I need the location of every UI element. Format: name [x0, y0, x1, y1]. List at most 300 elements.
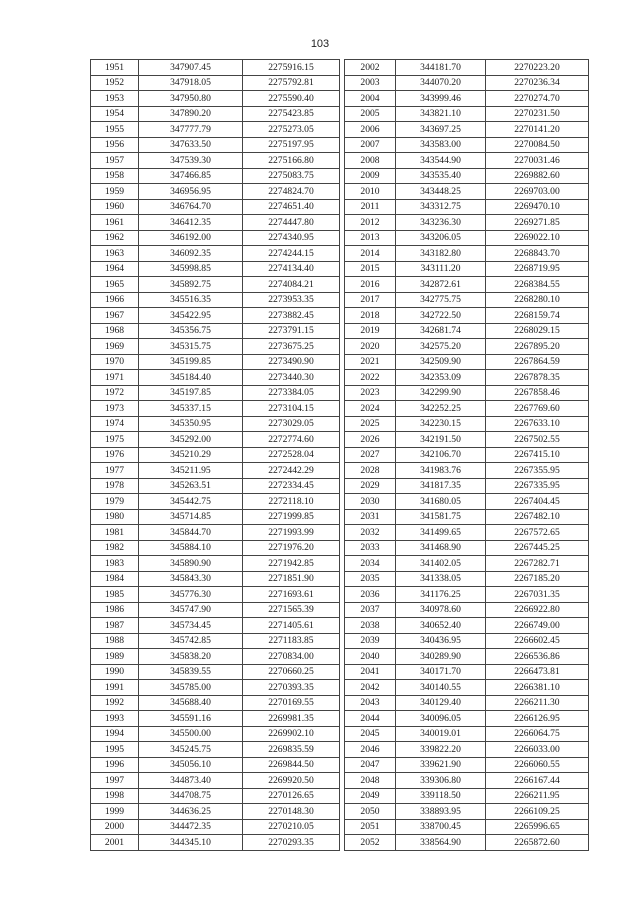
point-number-cell: 2019: [345, 323, 396, 339]
y-coordinate-cell: 2266536.86: [486, 649, 589, 665]
x-coordinate-cell: 342191.50: [396, 432, 486, 448]
point-number-cell: 2013: [345, 230, 396, 246]
y-coordinate-cell: 2271693.61: [243, 587, 340, 603]
point-number-cell: 1957: [91, 153, 139, 169]
y-coordinate-cell: 2269835.59: [243, 742, 340, 758]
point-number-cell: 2038: [345, 618, 396, 634]
y-coordinate-cell: 2266473.81: [486, 664, 589, 680]
point-number-cell: 2045: [345, 726, 396, 742]
point-number-cell: 1991: [91, 680, 139, 696]
point-number-cell: 1954: [91, 106, 139, 122]
y-coordinate-cell: 2267335.95: [486, 478, 589, 494]
x-coordinate-cell: 347777.79: [139, 122, 243, 138]
table-row: [91, 587, 340, 603]
point-number-cell: 1995: [91, 742, 139, 758]
y-coordinate-cell: 2265872.60: [486, 835, 589, 851]
y-coordinate-cell: 2266602.45: [486, 633, 589, 649]
y-coordinate-cell: 2270169.55: [243, 695, 340, 711]
x-coordinate-cell: 346764.70: [139, 199, 243, 215]
point-number-cell: 2026: [345, 432, 396, 448]
table-row: [91, 571, 340, 587]
point-number-cell: 1977: [91, 463, 139, 479]
point-number-cell: 1970: [91, 354, 139, 370]
x-coordinate-cell: 347633.50: [139, 137, 243, 153]
point-number-cell: 2052: [345, 835, 396, 851]
x-coordinate-cell: 345785.00: [139, 680, 243, 696]
x-coordinate-cell: 345776.30: [139, 587, 243, 603]
x-coordinate-cell: 344472.35: [139, 819, 243, 835]
point-number-cell: 2011: [345, 199, 396, 215]
table-row: [91, 695, 340, 711]
table-row: [91, 230, 340, 246]
y-coordinate-cell: 2268719.95: [486, 261, 589, 277]
point-number-cell: 2030: [345, 494, 396, 510]
table-row: [91, 261, 340, 277]
table-row: [91, 277, 340, 293]
x-coordinate-cell: 346956.95: [139, 184, 243, 200]
table-row: [345, 199, 589, 215]
point-number-cell: 2025: [345, 416, 396, 432]
table-row: [345, 60, 589, 76]
y-coordinate-cell: 2271565.39: [243, 602, 340, 618]
x-coordinate-cell: 345747.90: [139, 602, 243, 618]
y-coordinate-cell: 2271999.85: [243, 509, 340, 525]
x-coordinate-cell: 345843.30: [139, 571, 243, 587]
page-number: 103: [310, 38, 330, 50]
x-coordinate-cell: 342230.15: [396, 416, 486, 432]
table-row: [345, 509, 589, 525]
point-number-cell: 1981: [91, 525, 139, 541]
x-coordinate-cell: 345688.40: [139, 695, 243, 711]
y-coordinate-cell: 2271851.90: [243, 571, 340, 587]
point-number-cell: 2024: [345, 401, 396, 417]
table-row: [345, 323, 589, 339]
y-coordinate-cell: 2266922.80: [486, 602, 589, 618]
y-coordinate-cell: 2269882.60: [486, 168, 589, 184]
table-row: [91, 215, 340, 231]
x-coordinate-cell: 340140.55: [396, 680, 486, 696]
table-row: [91, 153, 340, 169]
point-number-cell: 1997: [91, 773, 139, 789]
x-coordinate-cell: 340019.01: [396, 726, 486, 742]
x-coordinate-cell: 345210.29: [139, 447, 243, 463]
table-row: [91, 122, 340, 138]
y-coordinate-cell: 2269844.50: [243, 757, 340, 773]
point-number-cell: 1967: [91, 308, 139, 324]
x-coordinate-cell: 343583.00: [396, 137, 486, 153]
point-number-cell: 2023: [345, 385, 396, 401]
point-number-cell: 1958: [91, 168, 139, 184]
y-coordinate-cell: 2266060.55: [486, 757, 589, 773]
table-row: [91, 509, 340, 525]
point-number-cell: 1968: [91, 323, 139, 339]
x-coordinate-cell: 345516.35: [139, 292, 243, 308]
point-number-cell: 2020: [345, 339, 396, 355]
y-coordinate-cell: 2268280.10: [486, 292, 589, 308]
table-row: [91, 525, 340, 541]
y-coordinate-cell: 2268029.15: [486, 323, 589, 339]
table-row: [345, 416, 589, 432]
point-number-cell: 2044: [345, 711, 396, 727]
y-coordinate-cell: 2269902.10: [243, 726, 340, 742]
x-coordinate-cell: 345315.75: [139, 339, 243, 355]
y-coordinate-cell: 2267482.10: [486, 509, 589, 525]
x-coordinate-cell: 344070.20: [396, 75, 486, 91]
table-row: [345, 757, 589, 773]
point-number-cell: 2041: [345, 664, 396, 680]
x-coordinate-cell: 345892.75: [139, 277, 243, 293]
y-coordinate-cell: 2269703.00: [486, 184, 589, 200]
y-coordinate-cell: 2267572.65: [486, 525, 589, 541]
y-coordinate-cell: 2267864.59: [486, 354, 589, 370]
point-number-cell: 1974: [91, 416, 139, 432]
y-coordinate-cell: 2267404.45: [486, 494, 589, 510]
x-coordinate-cell: 346412.35: [139, 215, 243, 231]
x-coordinate-cell: 340129.40: [396, 695, 486, 711]
y-coordinate-cell: 2271976.20: [243, 540, 340, 556]
table-row: [91, 478, 340, 494]
point-number-cell: 2000: [91, 819, 139, 835]
y-coordinate-cell: 2270393.35: [243, 680, 340, 696]
point-number-cell: 1961: [91, 215, 139, 231]
y-coordinate-cell: 2267031.35: [486, 587, 589, 603]
table-row: [91, 323, 340, 339]
table-row: [91, 106, 340, 122]
table-row: [345, 168, 589, 184]
point-number-cell: 1953: [91, 91, 139, 107]
x-coordinate-cell: 338564.90: [396, 835, 486, 851]
table-row: [345, 680, 589, 696]
x-coordinate-cell: 338700.45: [396, 819, 486, 835]
point-number-cell: 2049: [345, 788, 396, 804]
table-row: [91, 649, 340, 665]
x-coordinate-cell: 343448.25: [396, 184, 486, 200]
y-coordinate-cell: 2269470.10: [486, 199, 589, 215]
y-coordinate-cell: 2267502.55: [486, 432, 589, 448]
x-coordinate-cell: 342509.90: [396, 354, 486, 370]
table-row: [91, 385, 340, 401]
x-coordinate-cell: 345890.90: [139, 556, 243, 572]
x-coordinate-cell: 344345.10: [139, 835, 243, 851]
point-number-cell: 2017: [345, 292, 396, 308]
y-coordinate-cell: 2275273.05: [243, 122, 340, 138]
table-row: [91, 60, 340, 76]
table-row: [345, 370, 589, 386]
table-row: [91, 416, 340, 432]
table-row: [345, 137, 589, 153]
y-coordinate-cell: 2266381.10: [486, 680, 589, 696]
y-coordinate-cell: 2272528.04: [243, 447, 340, 463]
point-number-cell: 1962: [91, 230, 139, 246]
point-number-cell: 2003: [345, 75, 396, 91]
x-coordinate-cell: 343535.40: [396, 168, 486, 184]
table-row: [91, 308, 340, 324]
y-coordinate-cell: 2272334.45: [243, 478, 340, 494]
x-coordinate-cell: 345742.85: [139, 633, 243, 649]
point-number-cell: 1978: [91, 478, 139, 494]
y-coordinate-cell: 2267878.35: [486, 370, 589, 386]
x-coordinate-cell: 345442.75: [139, 494, 243, 510]
y-coordinate-cell: 2270834.00: [243, 649, 340, 665]
x-coordinate-cell: 344636.25: [139, 804, 243, 820]
x-coordinate-cell: 345500.00: [139, 726, 243, 742]
point-number-cell: 1999: [91, 804, 139, 820]
x-coordinate-cell: 345422.95: [139, 308, 243, 324]
y-coordinate-cell: 2268843.70: [486, 246, 589, 262]
coordinate-table-left: [90, 59, 340, 851]
point-number-cell: 1969: [91, 339, 139, 355]
x-coordinate-cell: 340096.05: [396, 711, 486, 727]
point-number-cell: 1972: [91, 385, 139, 401]
x-coordinate-cell: 343999.46: [396, 91, 486, 107]
point-number-cell: 2010: [345, 184, 396, 200]
point-number-cell: 2028: [345, 463, 396, 479]
point-number-cell: 1951: [91, 60, 139, 76]
table-row: [91, 447, 340, 463]
table-row: [345, 339, 589, 355]
point-number-cell: 2005: [345, 106, 396, 122]
table-row: [345, 773, 589, 789]
y-coordinate-cell: 2270126.65: [243, 788, 340, 804]
table-row: [345, 401, 589, 417]
point-number-cell: 2014: [345, 246, 396, 262]
point-number-cell: 2007: [345, 137, 396, 153]
x-coordinate-cell: 345839.55: [139, 664, 243, 680]
point-number-cell: 2050: [345, 804, 396, 820]
table-row: [345, 153, 589, 169]
y-coordinate-cell: 2270293.35: [243, 835, 340, 851]
point-number-cell: 1986: [91, 602, 139, 618]
table-row: [345, 556, 589, 572]
point-number-cell: 1980: [91, 509, 139, 525]
table-row: [91, 788, 340, 804]
x-coordinate-cell: 345714.85: [139, 509, 243, 525]
y-coordinate-cell: 2267355.95: [486, 463, 589, 479]
y-coordinate-cell: 2267185.20: [486, 571, 589, 587]
x-coordinate-cell: 345056.10: [139, 757, 243, 773]
y-coordinate-cell: 2268159.74: [486, 308, 589, 324]
table-row: [345, 664, 589, 680]
point-number-cell: 1971: [91, 370, 139, 386]
table-row: [91, 835, 340, 851]
point-number-cell: 1952: [91, 75, 139, 91]
x-coordinate-cell: 345245.75: [139, 742, 243, 758]
y-coordinate-cell: 2274447.80: [243, 215, 340, 231]
y-coordinate-cell: 2275916.15: [243, 60, 340, 76]
table-row: [345, 540, 589, 556]
x-coordinate-cell: 339822.20: [396, 742, 486, 758]
x-coordinate-cell: 343236.30: [396, 215, 486, 231]
y-coordinate-cell: 2267895.20: [486, 339, 589, 355]
y-coordinate-cell: 2274084.21: [243, 277, 340, 293]
table-row: [91, 370, 340, 386]
table-row: [345, 819, 589, 835]
point-number-cell: 2012: [345, 215, 396, 231]
table-row: [91, 246, 340, 262]
x-coordinate-cell: 343206.05: [396, 230, 486, 246]
point-number-cell: 1960: [91, 199, 139, 215]
point-number-cell: 2016: [345, 277, 396, 293]
y-coordinate-cell: 2268384.55: [486, 277, 589, 293]
y-coordinate-cell: 2274824.70: [243, 184, 340, 200]
point-number-cell: 2036: [345, 587, 396, 603]
table-row: [345, 633, 589, 649]
table-row: [91, 184, 340, 200]
point-number-cell: 1982: [91, 540, 139, 556]
y-coordinate-cell: 2275792.81: [243, 75, 340, 91]
y-coordinate-cell: 2269022.10: [486, 230, 589, 246]
table-row: [91, 633, 340, 649]
x-coordinate-cell: 342775.75: [396, 292, 486, 308]
table-row: [345, 742, 589, 758]
point-number-cell: 1955: [91, 122, 139, 138]
y-coordinate-cell: 2274134.40: [243, 261, 340, 277]
point-number-cell: 1987: [91, 618, 139, 634]
point-number-cell: 1989: [91, 649, 139, 665]
x-coordinate-cell: 339118.50: [396, 788, 486, 804]
y-coordinate-cell: 2267445.25: [486, 540, 589, 556]
point-number-cell: 2018: [345, 308, 396, 324]
table-row: [91, 819, 340, 835]
y-coordinate-cell: 2266167.44: [486, 773, 589, 789]
table-row: [345, 91, 589, 107]
x-coordinate-cell: 347466.85: [139, 168, 243, 184]
x-coordinate-cell: 341817.35: [396, 478, 486, 494]
point-number-cell: 2022: [345, 370, 396, 386]
point-number-cell: 2029: [345, 478, 396, 494]
point-number-cell: 2027: [345, 447, 396, 463]
point-number-cell: 1985: [91, 587, 139, 603]
x-coordinate-cell: 347907.45: [139, 60, 243, 76]
table-row: [345, 261, 589, 277]
x-coordinate-cell: 344181.70: [396, 60, 486, 76]
x-coordinate-cell: 341680.05: [396, 494, 486, 510]
table-row: [345, 385, 589, 401]
y-coordinate-cell: 2275423.85: [243, 106, 340, 122]
point-number-cell: 2034: [345, 556, 396, 572]
y-coordinate-cell: 2270236.34: [486, 75, 589, 91]
y-coordinate-cell: 2273440.30: [243, 370, 340, 386]
table-row: [91, 556, 340, 572]
point-number-cell: 1956: [91, 137, 139, 153]
point-number-cell: 2008: [345, 153, 396, 169]
y-coordinate-cell: 2274651.40: [243, 199, 340, 215]
point-number-cell: 2031: [345, 509, 396, 525]
x-coordinate-cell: 344708.75: [139, 788, 243, 804]
table-row: [345, 354, 589, 370]
x-coordinate-cell: 345356.75: [139, 323, 243, 339]
y-coordinate-cell: 2275083.75: [243, 168, 340, 184]
x-coordinate-cell: 339306.80: [396, 773, 486, 789]
table-row: [345, 75, 589, 91]
point-number-cell: 2032: [345, 525, 396, 541]
x-coordinate-cell: 342575.20: [396, 339, 486, 355]
point-number-cell: 1998: [91, 788, 139, 804]
table-row: [345, 478, 589, 494]
table-row: [91, 137, 340, 153]
point-number-cell: 1979: [91, 494, 139, 510]
table-row: [345, 835, 589, 851]
y-coordinate-cell: 2272442.29: [243, 463, 340, 479]
y-coordinate-cell: 2267769.60: [486, 401, 589, 417]
x-coordinate-cell: 342353.09: [396, 370, 486, 386]
x-coordinate-cell: 340978.60: [396, 602, 486, 618]
table-row: [91, 339, 340, 355]
y-coordinate-cell: 2270274.70: [486, 91, 589, 107]
point-number-cell: 1984: [91, 571, 139, 587]
table-row: [345, 277, 589, 293]
y-coordinate-cell: 2273384.05: [243, 385, 340, 401]
x-coordinate-cell: 347890.20: [139, 106, 243, 122]
y-coordinate-cell: 2275166.80: [243, 153, 340, 169]
y-coordinate-cell: 2266749.00: [486, 618, 589, 634]
x-coordinate-cell: 343312.75: [396, 199, 486, 215]
x-coordinate-cell: 345844.70: [139, 525, 243, 541]
point-number-cell: 2001: [91, 835, 139, 851]
table-row: [91, 540, 340, 556]
table-row: [345, 494, 589, 510]
table-row: [91, 401, 340, 417]
table-row: [345, 788, 589, 804]
y-coordinate-cell: 2266109.25: [486, 804, 589, 820]
y-coordinate-cell: 2273675.25: [243, 339, 340, 355]
table-row: [91, 75, 340, 91]
y-coordinate-cell: 2266211.95: [486, 788, 589, 804]
y-coordinate-cell: 2270231.50: [486, 106, 589, 122]
table-row: [345, 618, 589, 634]
x-coordinate-cell: 343821.10: [396, 106, 486, 122]
x-coordinate-cell: 338893.95: [396, 804, 486, 820]
table-row: [91, 757, 340, 773]
point-number-cell: 2035: [345, 571, 396, 587]
y-coordinate-cell: 2271993.99: [243, 525, 340, 541]
x-coordinate-cell: 342722.50: [396, 308, 486, 324]
x-coordinate-cell: 347539.30: [139, 153, 243, 169]
table-row: [91, 602, 340, 618]
y-coordinate-cell: 2271405.61: [243, 618, 340, 634]
y-coordinate-cell: 2269271.85: [486, 215, 589, 231]
point-number-cell: 2046: [345, 742, 396, 758]
table-row: [345, 571, 589, 587]
table-row: [345, 602, 589, 618]
y-coordinate-cell: 2265996.65: [486, 819, 589, 835]
y-coordinate-cell: 2269981.35: [243, 711, 340, 727]
y-coordinate-cell: 2270223.20: [486, 60, 589, 76]
table-row: [91, 680, 340, 696]
table-row: [345, 246, 589, 262]
table-row: [345, 447, 589, 463]
x-coordinate-cell: 341983.76: [396, 463, 486, 479]
point-number-cell: 1966: [91, 292, 139, 308]
table-row: [91, 618, 340, 634]
x-coordinate-cell: 341338.05: [396, 571, 486, 587]
x-coordinate-cell: 345263.51: [139, 478, 243, 494]
coordinate-table-right: [344, 59, 589, 851]
x-coordinate-cell: 343697.25: [396, 122, 486, 138]
y-coordinate-cell: 2274244.15: [243, 246, 340, 262]
table-row: [345, 587, 589, 603]
x-coordinate-cell: 345199.85: [139, 354, 243, 370]
table-row: [91, 354, 340, 370]
table-row: [345, 695, 589, 711]
table-row: [345, 122, 589, 138]
y-coordinate-cell: 2270031.46: [486, 153, 589, 169]
x-coordinate-cell: 342681.74: [396, 323, 486, 339]
x-coordinate-cell: 343111.20: [396, 261, 486, 277]
y-coordinate-cell: 2273882.45: [243, 308, 340, 324]
y-coordinate-cell: 2269920.50: [243, 773, 340, 789]
point-number-cell: 2037: [345, 602, 396, 618]
